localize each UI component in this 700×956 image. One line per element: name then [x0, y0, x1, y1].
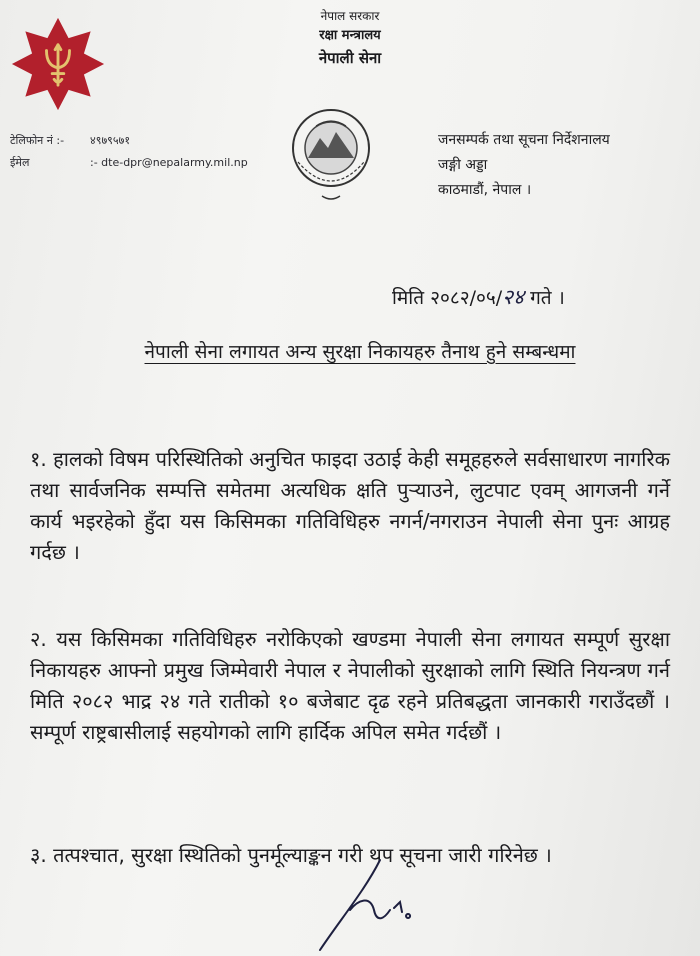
date-handwritten-day: २४	[502, 285, 525, 309]
paragraph-2: २. यस किसिमका गतिविधिहरु नरोकिएको खण्डमा नेपाली सेना लगायत सम्पूर्ण सुरक्षा निकायहरु आफ्नो प्रमुख जिम्मेवारी नेपाल र नेपालीको सुरक्षाको लागि स्थिति नियन्त्रण गर्न मिति २०८२ भाद्र २४ गते रातीको १० बजेबाट दृढ रहने प्रतिबद्धता जानकारी गराउँदछौं । सम्पूर्ण राष्ट्रबासीलाई सहयोगको लागि हार्दिक अपिल समेत गर्दछौं ।	[30, 627, 670, 744]
ministry-name: रक्षा मन्त्रालय	[319, 28, 381, 43]
directorate-name: जनसम्पर्क तथा सूचना निर्देशनालय	[438, 132, 610, 148]
email-value: :- dte-dpr@nepalarmy.mil.np	[90, 156, 248, 169]
directorate-city: काठमाडौं, नेपाल ।	[438, 182, 532, 198]
directorate-block	[438, 128, 610, 203]
phone-value: ४९७९५७१	[90, 134, 131, 147]
contact-info	[10, 130, 248, 174]
date-prefix: मिति २०८२/०५/	[392, 287, 503, 309]
date-line	[392, 283, 565, 311]
paragraph-1: १. हालको विषम परिस्थितिको अनुचित फाइदा उठाई केही समूहहरुले सर्वसाधारण नागरिक तथा सार्वजनिक सम्पत्ति समेतमा अत्यधिक क्षति पुऱ्याउने, लुटपाट एवम् आगजनी गर्ने कार्य भइरहेको हुँदा यस किसिमका गतिविधिहरु नगर्न/नगराउन नेपाली सेना पुनः आग्रह गर्दछ ।	[30, 447, 670, 564]
header-block	[290, 6, 410, 70]
date-suffix: गते ।	[530, 287, 565, 309]
handwritten-signature	[310, 850, 430, 956]
phone-label: टेलिफोन नं :-	[10, 134, 65, 147]
govt-name: नेपाल सरकार	[320, 9, 380, 23]
directorate-place: जङ्गी अड्डा	[438, 157, 488, 173]
nepal-army-star-logo	[10, 16, 106, 112]
directorate-emblem	[276, 100, 386, 210]
paragraph-3: ३. तत्पश्चात, सुरक्षा स्थितिको पुनर्मूल्याङ्कन गरी थप सूचना जारी गरिनेछ ।	[30, 843, 552, 867]
army-name: नेपाली सेना	[318, 49, 382, 67]
subject-heading: नेपाली सेना लगायत अन्य सुरक्षा निकायहरु तैनाथ हुने सम्बन्धमा	[144, 341, 576, 363]
email-label: ईमेल	[10, 156, 30, 169]
